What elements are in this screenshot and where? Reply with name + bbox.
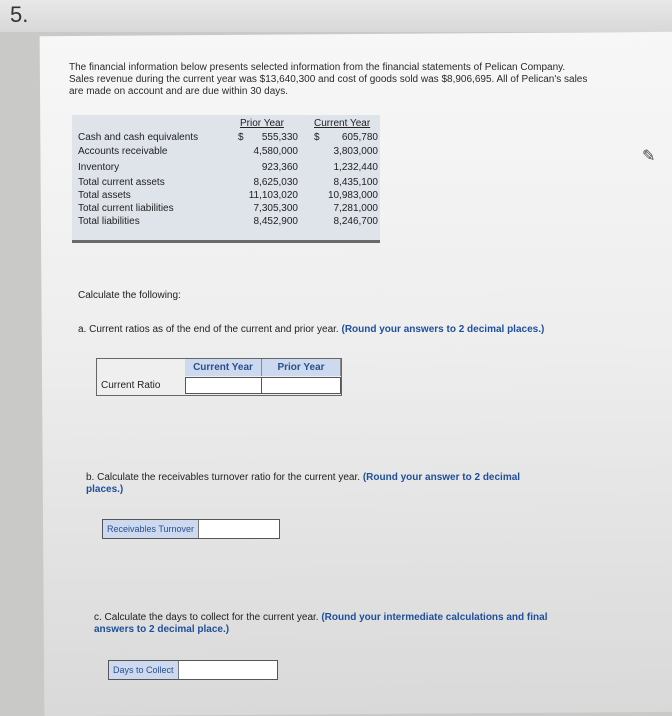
- question-c: [94, 612, 584, 636]
- pencil-icon[interactable]: ✎: [642, 148, 656, 165]
- question-a: [78, 324, 638, 336]
- header-current-year: Current Year: [314, 118, 371, 129]
- financial-table: [72, 115, 380, 243]
- days-to-collect-field: [108, 660, 278, 680]
- current-value: 10,983,000: [327, 190, 378, 201]
- question-b: [86, 472, 556, 496]
- current-ratio-grid: [96, 358, 342, 396]
- intro-paragraph: The financial information below presents selected information from the financial statements of Pelican Company. Sales revenue during the current year was $13,640,300 and cost of goods sold was $8,906,695. All of Pelican's sales are made on account and are due within 30 days.: [69, 62, 588, 97]
- prior-value: 7,305,300: [253, 203, 298, 214]
- prior-value: 8,452,900: [253, 216, 298, 227]
- receivables-turnover-label: Receivables Turnover: [103, 520, 199, 538]
- question-a-text: a. Current ratios as of the end of the current and prior year.: [78, 324, 339, 335]
- dollar-sign: $: [314, 132, 320, 143]
- prior-value: 11,103,020: [248, 190, 298, 201]
- current-value: 7,281,000: [333, 203, 378, 214]
- row-label: Total current liabilities: [78, 203, 174, 214]
- current-value: 605,780: [341, 132, 378, 143]
- column-current-year: Current Year: [185, 359, 262, 376]
- current-value: 1,232,440: [333, 162, 378, 173]
- days-to-collect-input[interactable]: [195, 661, 277, 679]
- question-number: 5.: [10, 2, 29, 27]
- prior-value: 8,625,030: [253, 177, 298, 188]
- row-label: Cash and cash equivalents: [78, 132, 199, 143]
- current-ratio-prior-year-input[interactable]: [261, 377, 341, 394]
- row-label: Total liabilities: [78, 216, 140, 227]
- header-prior-year: Prior Year: [240, 118, 284, 129]
- calculate-label: Calculate the following:: [78, 290, 181, 301]
- current-value: 3,803,000: [333, 146, 378, 157]
- receivables-turnover-input[interactable]: [217, 520, 279, 538]
- row-label: Inventory: [78, 162, 120, 173]
- current-value: 8,435,100: [333, 177, 378, 188]
- dollar-sign: $: [238, 132, 244, 143]
- question-b-rounding: (Round your answer to 2 decimal places.): [86, 472, 521, 495]
- prior-value: 4,580,000: [253, 146, 298, 157]
- row-label: Accounts receivable: [78, 146, 168, 157]
- receivables-turnover-field: [102, 519, 280, 539]
- question-c-rounding: (Round your intermediate calculations and final answers to 2 decimal place.): [94, 612, 548, 635]
- question-a-rounding: (Round your answers to 2 decimal places.): [341, 324, 545, 335]
- row-label: Total current assets: [78, 177, 165, 188]
- row-label: Total assets: [78, 190, 131, 201]
- prior-value: 555,330: [261, 132, 298, 143]
- prior-value: 923,360: [261, 162, 298, 173]
- current-ratio-current-year-input[interactable]: [185, 377, 262, 394]
- days-to-collect-label: Days to Collect: [109, 661, 179, 679]
- top-bar: [0, 0, 672, 32]
- question-c-text: c. Calculate the days to collect for the current year.: [94, 612, 319, 623]
- current-ratio-label: Current Ratio: [101, 380, 161, 391]
- question-b-text: b. Calculate the receivables turnover ratio for the current year.: [86, 472, 361, 483]
- current-value: 8,246,700: [333, 216, 378, 227]
- column-prior-year: Prior Year: [262, 359, 341, 376]
